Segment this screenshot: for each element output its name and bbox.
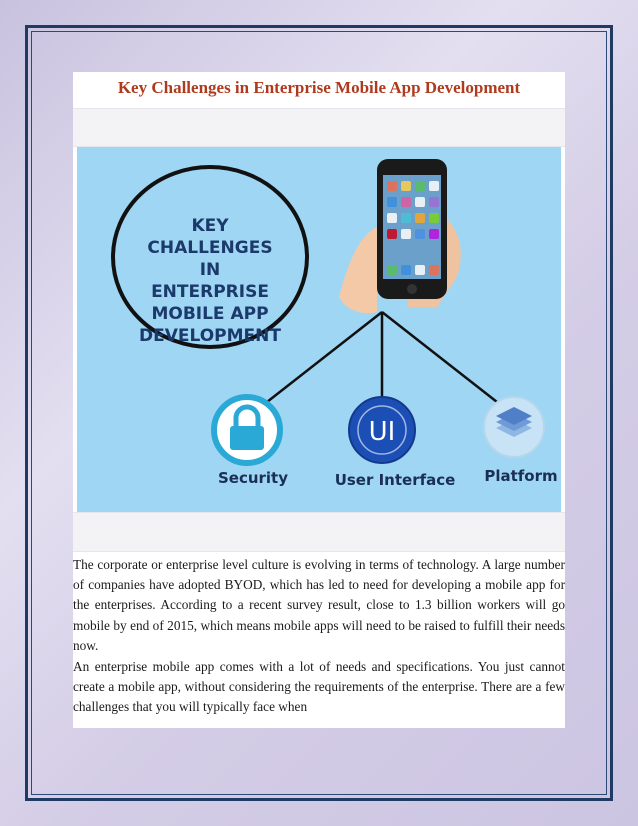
ui-icon-group xyxy=(335,397,456,489)
circle-line: ENTERPRISE xyxy=(151,282,269,302)
circle-line: DEVELOPMENT xyxy=(139,326,281,346)
document-title: Key Challenges in Enterprise Mobile App Development xyxy=(117,78,521,97)
security-icon-group xyxy=(214,397,288,487)
circle-line: CHALLENGES xyxy=(147,238,273,258)
platform-icon-group xyxy=(484,397,558,485)
hand-with-phone-icon xyxy=(339,159,461,313)
spacer-band-bottom xyxy=(73,512,565,552)
paragraph-2: An enterprise mobile app comes with a lot of needs and specifications. You just cannot create a mobile app, without considering the requirements of the enterprise. There are a few challenges that you will typically face when xyxy=(73,659,565,715)
paragraph-1: The corporate or enterprise level culture is evolving in terms of technology. A large number of companies have adopted BYOD, which has led to need for developing a mobile app for the enterprises. According to a recent survey result, close to 1.3 billion workers will go mobile by end of 2015, which means mobile apps will need to be raised to fulfill their needs now. xyxy=(73,557,565,653)
spacer-band-top xyxy=(73,108,565,147)
document-page xyxy=(73,72,565,728)
circle-line: IN xyxy=(199,260,221,280)
security-label: Security xyxy=(217,469,289,487)
circle-line: MOBILE APP xyxy=(151,304,269,324)
platform-label: Platform xyxy=(484,467,558,485)
hero-illustration xyxy=(77,147,561,512)
ui-icon: UI xyxy=(368,417,396,447)
illustration-svg xyxy=(77,147,561,512)
user-interface-label: User Interface xyxy=(334,471,456,489)
connector-lines xyxy=(267,312,497,402)
circle-line: KEY xyxy=(191,216,229,236)
